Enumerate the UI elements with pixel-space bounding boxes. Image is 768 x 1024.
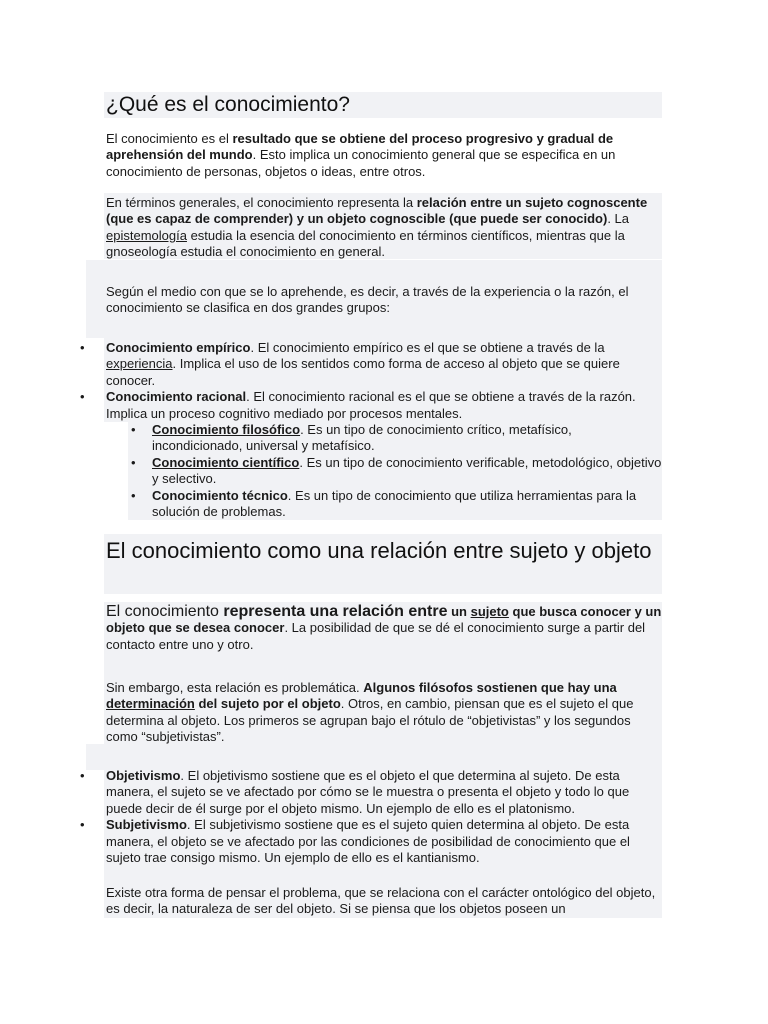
knowledge-types-list	[106, 340, 662, 520]
paragraph-problem	[106, 680, 662, 746]
page-title: ¿Qué es el conocimiento?	[106, 93, 350, 116]
paragraph-subject-object	[106, 604, 662, 653]
text: . Implica el uso de los sentidos como forma de acceso al objeto que se quiere conocer.	[106, 356, 620, 388]
link-sujeto[interactable]: sujeto	[470, 604, 509, 619]
text: . El conocimiento empírico es el que se obtiene a través de la	[250, 340, 605, 355]
sublist	[106, 422, 662, 520]
paragraph-ontological: Existe otra forma de pensar el problema, que se relaciona con el carácter ontológico del objeto, es decir, la naturaleza de ser del objeto. Si se piensa que los objetos poseen un	[106, 885, 656, 917]
bold-text: representa una relación entre	[223, 603, 448, 620]
text: El conocimiento es el	[106, 131, 233, 146]
list-item-tecnico	[106, 488, 662, 521]
text: . El conocimiento racional es el que se obtiene a través de la razón. Implica un proceso cognitivo mediado por procesos mentales.	[106, 389, 636, 421]
list-item-racional	[106, 389, 662, 520]
text: . Otros, en cambio, piensan que es el sujeto el que determina al objeto. Los primeros se agrupan bajo el rótulo de “objetivistas” y los segundos como “subjetivistas”.	[106, 696, 634, 745]
text: . Es un tipo de conocimiento crítico, metafísico, incondicionado, universal y metafísico.	[152, 422, 572, 454]
text: . Es un tipo de conocimiento que utiliza herramientas para la solución de problemas.	[152, 487, 637, 520]
bold-text: resultado que se obtiene del proceso progresivo y gradual de aprehensión del mundo	[106, 131, 614, 163]
bold-text: un	[447, 604, 471, 619]
term: Conocimiento técnico	[152, 487, 288, 503]
text: En términos generales, el conocimiento representa la	[106, 195, 417, 210]
link-determinacion[interactable]: determinación	[106, 696, 195, 712]
term: Subjetivismo	[106, 817, 187, 833]
list-item-objetivismo	[106, 768, 662, 817]
list-item-filosofico	[106, 422, 662, 455]
paragraph-definition	[106, 131, 662, 180]
text: El conocimiento	[106, 603, 224, 620]
text: estudia la esencia del conocimiento en términos científicos, mientras que la gnoseología estudia el conocimiento en general.	[106, 227, 625, 260]
link-epistemologia[interactable]: epistemología	[106, 227, 187, 243]
bold-text: Algunos filósofos sostienen que hay una	[363, 680, 617, 695]
bold-text: que busca conocer y un objeto que se desea conocer	[106, 604, 662, 636]
text: . Esto implica un conocimiento general que se especifica en un conocimiento de personas, objetos o ideas, entre otros.	[106, 147, 616, 179]
section-heading: El conocimiento como una relación entre sujeto y objeto	[106, 538, 652, 563]
text: . El subjetivismo sostiene que es el sujeto quien determina al objeto. De esta manera, el objeto se ve afectado por las condiciones de posibilidad de conocimiento que el sujeto trae consigo mismo. Un ejemplo de ello es el kantianismo.	[106, 817, 630, 866]
text: . La	[607, 211, 629, 227]
text: . Es un tipo de conocimiento verificable, metodológico, objetivo y selectivo.	[152, 454, 662, 487]
positions-list	[106, 768, 662, 866]
bold-text: del sujeto por el objeto	[194, 696, 341, 712]
text: Sin embargo, esta relación es problemática.	[106, 680, 364, 695]
paragraph-classification: Según el medio con que se lo aprehende, es decir, a través de la experiencia o la razón, el conocimiento se clasifica en dos grandes grupos:	[106, 284, 629, 316]
term: Objetivismo	[106, 768, 181, 783]
list-item-empirico	[106, 340, 662, 389]
term: Conocimiento empírico	[106, 340, 251, 355]
link-cientifico[interactable]: Conocimiento científico	[152, 454, 300, 470]
link-filosofico[interactable]: Conocimiento filosófico	[152, 422, 301, 438]
list-item-cientifico	[106, 455, 662, 488]
term: Conocimiento racional	[106, 389, 247, 405]
paragraph-relation	[106, 195, 662, 261]
text: . El objetivismo sostiene que es el objeto el que determina al sujeto. De esta manera, el sujeto se ve afectado por cómo se le muestra o presenta el objeto y todo lo que puede decir de él surge por el objeto mismo. Un ejemplo de ello es el platonismo.	[106, 768, 630, 816]
list-item-subjetivismo	[106, 817, 662, 866]
link-experiencia[interactable]: experiencia	[106, 356, 173, 372]
bold-text: relación entre un sujeto cognoscente (que es capaz de comprender) y un objeto cognoscible (que puede ser conocido)	[106, 195, 648, 227]
text: . La posibilidad de que se dé el conocimiento surge a partir del contacto entre uno y otro.	[106, 620, 646, 652]
